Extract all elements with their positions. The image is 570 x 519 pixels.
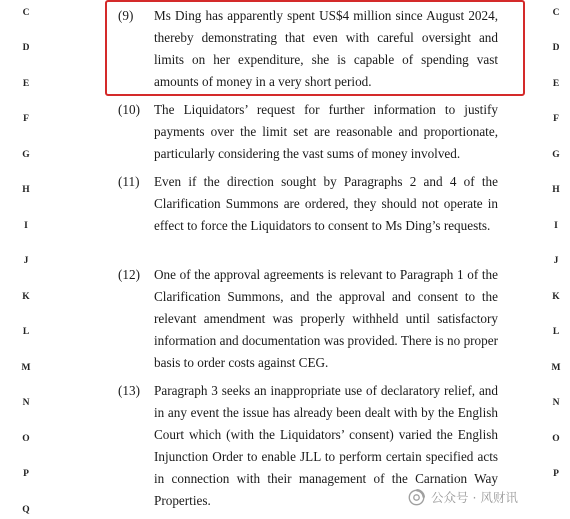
margin-letter: Q	[22, 505, 30, 515]
margin-letter: C	[22, 8, 30, 18]
margin-letter: O	[22, 434, 30, 444]
margin-letter: H	[552, 185, 560, 195]
margin-letter: I	[24, 221, 28, 231]
margin-letter: P	[553, 469, 559, 479]
margin-letter: G	[22, 150, 30, 160]
margin-letter: L	[22, 327, 30, 337]
margin-letter: J	[553, 256, 559, 266]
paragraph-text: Paragraph 3 seeks an inappropriate use of declaratory relief, and in any event the issue has already been dealt with by the English Court which (with the Liquidators’ consent) varied the English Injunction Order to enable JLL to perform certain specified acts in connection with their management of the Carnation Way Properties.	[154, 383, 498, 508]
margin-letter: N	[22, 398, 30, 408]
margin-letter: D	[552, 43, 560, 53]
paragraph-number: (12)	[118, 267, 140, 282]
watermark	[406, 486, 520, 508]
paragraph-number: (13)	[118, 383, 140, 398]
margin-letter: E	[552, 79, 560, 89]
margin-letter: P	[23, 469, 29, 479]
margin-letter: K	[22, 292, 30, 302]
margin-letter: K	[552, 292, 560, 302]
margin-letter: D	[22, 43, 30, 53]
margin-letter: I	[554, 221, 558, 231]
margin-letter: G	[552, 150, 560, 160]
margin-letter: F	[553, 114, 559, 124]
margin-letter: E	[22, 79, 30, 89]
margin-letter: F	[23, 114, 29, 124]
paragraph-text: The Liquidators’ request for further information to justify payments over the limit set are reasonable and proportionate, particularly considering the vast sums of money involved.	[154, 102, 498, 161]
paragraph-number: (9)	[118, 8, 134, 23]
margin-letter: N	[552, 398, 560, 408]
margin-letter: J	[23, 256, 29, 266]
paragraph-text: One of the approval agreements is relevant to Paragraph 1 of the Clarification Summons, and the approval and consent to the relevant amendment was properly withheld until satisfactory information and documentation was provided. There is no proper basis to order costs against CEG.	[154, 267, 498, 370]
watermark-text: 公众号 · 风财讯	[431, 490, 518, 505]
margin-letter: M	[21, 363, 31, 373]
margin-letter: O	[552, 434, 560, 444]
margin-letter: H	[22, 185, 30, 195]
margin-letter: L	[552, 327, 560, 337]
paragraph-number: (11)	[118, 174, 140, 189]
wechat-official-account-icon	[408, 489, 425, 506]
paragraph-text: Even if the direction sought by Paragraphs 2 and 4 of the Clarification Summons are ordered, they should not operate in effect to force the Liquidators to consent to Ms Ding’s requests.	[154, 174, 498, 233]
margin-letter: M	[551, 363, 561, 373]
paragraph-number: (10)	[118, 102, 140, 117]
paragraph-text: Ms Ding has apparently spent US$4 million since August 2024, thereby demonstrating that even with careful oversight and limits on her expenditure, she is capable of spending vast amounts of money in a very short period.	[154, 8, 498, 89]
margin-letter: C	[552, 8, 560, 18]
